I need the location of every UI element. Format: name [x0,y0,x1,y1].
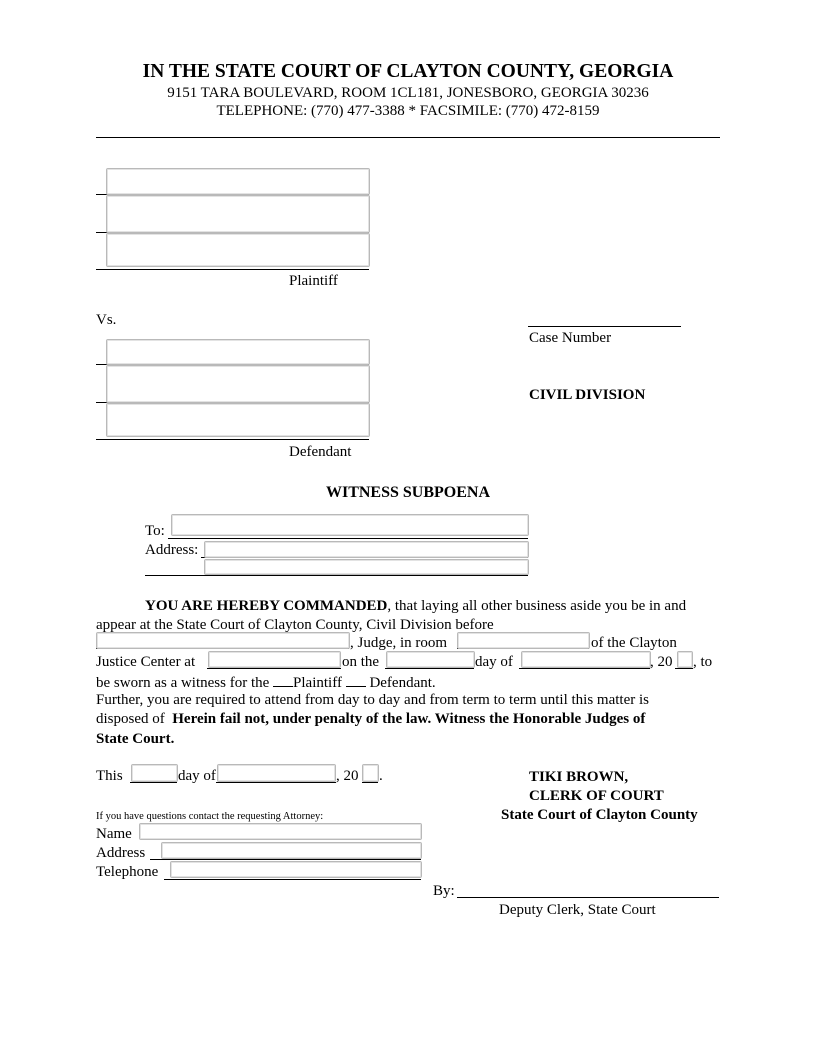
state-court-text: State Court. [96,731,175,747]
dated-month-line [216,782,336,783]
attorney-name-field[interactable] [139,823,422,840]
time-line [207,668,341,669]
year-field[interactable] [677,651,693,668]
plaintiff-name-field-3[interactable] [106,233,370,267]
clerk-court: State Court of Clayton County [501,807,698,823]
plaintiff-name-field-1[interactable] [106,168,370,195]
dated-day-of-text: day of [178,768,216,784]
justice-center-text: Justice Center at [96,654,196,670]
clerk-title: CLERK OF COURT [529,788,664,804]
header-divider [96,137,720,138]
court-phone: TELEPHONE: (770) 477-3388 * FACSIMILE: (770) 472-8159 [216,103,600,119]
versus-label: Vs. [96,312,117,328]
plaintiff-option-blank[interactable] [273,672,293,687]
dated-year-field[interactable] [362,764,379,782]
year-line [675,668,693,669]
case-number-label: Case Number [529,330,612,346]
disposed-text: disposed of [96,711,165,727]
clerk-name: TIKI BROWN, [529,769,629,785]
day-field[interactable] [386,651,475,668]
defendant-option: Defendant. [369,675,436,691]
month-line [519,668,650,669]
attorney-name-label: Name [96,826,132,842]
to-text: , to [693,654,713,670]
court-heading: IN THE STATE COURT OF CLAYTON COUNTY, GEORGIA [142,61,674,82]
defendant-name-field-2[interactable] [106,365,370,403]
case-number-line [528,326,681,327]
to-label: To: [145,523,165,539]
defendant-label: Defendant [289,444,352,460]
sworn-line [96,672,436,692]
dated-day-line [130,782,177,783]
address-line-2 [145,575,528,576]
plaintiff-label: Plaintiff [289,273,338,289]
attorney-telephone-line [164,879,421,880]
herein-text: Herein fail not, under penalty of the law. Witness the Honorable Judges of [172,711,646,727]
month-field[interactable] [521,651,651,668]
witness-address-field-1[interactable] [204,541,529,558]
dated-month-field[interactable] [217,764,336,782]
dated-year-line [362,782,378,783]
commanded-text: YOU ARE HEREBY COMMANDED [145,598,388,614]
deputy-clerk-label: Deputy Clerk, State Court [499,902,656,918]
attorney-address-label: Address [96,845,146,861]
defendant-name-field-1[interactable] [106,339,370,365]
day-of-text: day of [475,654,513,670]
defendant-name-field-3[interactable] [106,403,370,437]
judge-text: , Judge, in room [350,635,448,651]
court-address: 9151 TARA BOULEVARD, ROOM 1CL181, JONESBORO, GEORGIA 30236 [167,85,649,101]
to-line [168,538,528,539]
attorney-telephone-label: Telephone [96,864,159,880]
witness-name-field[interactable] [171,514,529,536]
clayton-text: of the Clayton [591,635,677,651]
day-line [385,668,474,669]
attorney-telephone-field[interactable] [170,861,422,878]
further-line: Further, you are required to attend from day to day and from term to term until this matter is [96,692,650,708]
attorney-address-line [150,859,421,860]
command-line [145,597,686,615]
attorney-address-field[interactable] [161,842,422,859]
command-rest: , that laying all other business aside you be in and [387,598,687,614]
sworn-text: be sworn as a witness for the [96,675,270,691]
document-title: WITNESS SUBPOENA [325,484,491,501]
appear-line: appear at the State Court of Clayton County, Civil Division before [96,617,494,633]
witness-address-field-2[interactable] [204,559,529,575]
plaintiff-option: Plaintiff [293,675,342,691]
civil-division-label: CIVIL DIVISION [529,387,646,403]
on-the-text: on the [342,654,380,670]
time-field[interactable] [208,651,341,668]
dated-day-field[interactable] [131,764,178,782]
plaintiff-name-field-2[interactable] [106,195,370,233]
plaintiff-line-3 [96,269,369,270]
year-prefix-text: , 20 [650,654,673,670]
signature-line[interactable] [457,897,719,898]
address-label: Address: [145,542,199,558]
dated-period: . [379,768,383,784]
attorney-note: If you have questions contact the requesting Attorney: [96,811,324,822]
defendant-option-blank[interactable] [346,672,366,687]
judge-name-field[interactable] [96,632,350,649]
disposed-line [96,710,645,728]
this-text: This [96,768,123,784]
dated-year-prefix: , 20 [336,768,359,784]
by-label: By: [433,883,455,899]
room-field[interactable] [457,632,590,649]
defendant-line-3 [96,439,369,440]
